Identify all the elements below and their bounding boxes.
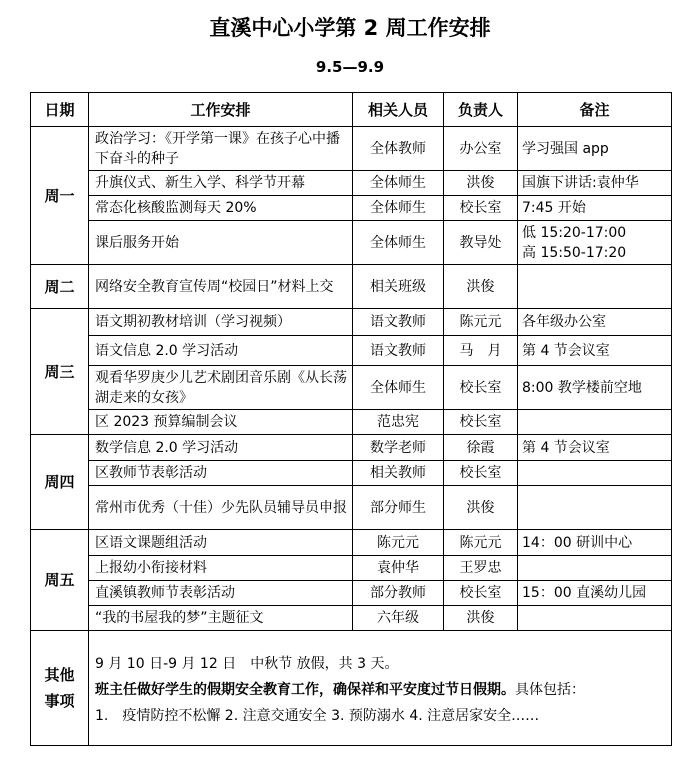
people-cell: 袁仲华 [353,556,444,581]
note-cell [518,606,672,631]
task-cell: 区教师节表彰活动 [89,461,353,486]
table-row [31,530,672,556]
page-title: 直溪中心小学第 2 周工作安排 [209,16,491,40]
task-cell: 区语文课题组活动 [89,530,353,556]
other-matters-cell [89,631,672,746]
owner-cell: 校长室 [444,366,518,410]
task-cell: 观看华罗庚少儿艺术剧团音乐剧《从长荡湖走来的女孩》 [89,366,353,410]
note-cell: 第 4 节会议室 [518,336,672,366]
owner-cell: 陈元元 [444,530,518,556]
people-cell: 全体师生 [353,366,444,410]
owner-cell: 洪俊 [444,265,518,309]
task-cell: 网络安全教育宣传周“校园日”材料上交 [89,265,353,309]
day-monday: 周一 [31,127,89,265]
header-task: 工作安排 [89,93,353,127]
table-row [31,606,672,631]
note-line: 低 15:20-17:00 [522,224,627,241]
task-cell: 课后服务开始 [89,221,353,265]
owner-cell: 教导处 [444,221,518,265]
date-range: 9.5—9.9 [315,58,385,76]
table-row [31,127,672,171]
owner-cell: 校长室 [444,581,518,606]
other-line-safety [95,679,665,701]
task-cell: 数学信息 2.0 学习活动 [89,435,353,461]
schedule-table [30,92,672,746]
people-cell: 相关教师 [353,461,444,486]
table-row [31,486,672,530]
task-cell: 升旗仪式、新生入学、科学节开幕 [89,171,353,196]
header-owner: 负责人 [444,93,518,127]
other-line-items: 1. 疫情防控不松懈 2. 注意交通安全 3. 预防溺水 4. 注意居家安全…… [95,708,540,724]
owner-cell: 洪俊 [444,171,518,196]
other-label: 其他事项 [44,666,75,710]
table-header-row [31,93,672,127]
owner-cell: 洪俊 [444,486,518,530]
header-note: 备注 [518,93,672,127]
note-line: 高 15:50-17:20 [522,244,627,261]
task-cell: 直溪镇教师节表彰活动 [89,581,353,606]
other-line-holiday: 9 月 10 日-9 月 12 日 中秋节 放假，共 3 天。 [95,656,399,672]
day-tuesday: 周二 [31,265,89,309]
owner-cell: 办公室 [444,127,518,171]
task-cell: 常州市优秀（十佳）少先队员辅导员申报 [89,486,353,530]
note-cell [518,461,672,486]
note-cell: 学习强国 app [518,127,672,171]
people-cell: 部分师生 [353,486,444,530]
people-cell: 数学老师 [353,435,444,461]
day-other [31,631,89,746]
people-cell: 语文教师 [353,309,444,336]
header-people: 相关人员 [353,93,444,127]
task-cell: 区 2023 预算编制会议 [89,410,353,435]
owner-cell: 校长室 [444,196,518,221]
task-cell: 语文期初教材培训（学习视频） [89,309,353,336]
note-cell: 7:45 开始 [518,196,672,221]
note-cell: 8:00 教学楼前空地 [518,366,672,410]
note-cell: 第 4 节会议室 [518,435,672,461]
task-cell: “我的书屋我的梦”主题征文 [89,606,353,631]
owner-cell: 徐霞 [444,435,518,461]
owner-cell: 王罗忠 [444,556,518,581]
note-cell: 各年级办公室 [518,309,672,336]
people-cell: 全体师生 [353,171,444,196]
other-matters-row [31,631,672,746]
note-cell [518,221,672,265]
people-cell: 语文教师 [353,336,444,366]
owner-cell: 马 月 [444,336,518,366]
table-row [31,196,672,221]
day-wednesday: 周三 [31,309,89,435]
people-cell: 全体师生 [353,196,444,221]
task-cell: 语文信息 2.0 学习活动 [89,336,353,366]
note-cell [518,486,672,530]
day-thursday: 周四 [31,435,89,530]
owner-cell: 洪俊 [444,606,518,631]
people-cell: 全体教师 [353,127,444,171]
table-row [31,221,672,265]
table-row [31,366,672,410]
table-row [31,410,672,435]
people-cell: 相关班级 [353,265,444,309]
task-cell: 上报幼小衔接材料 [89,556,353,581]
note-cell: 国旗下讲话:袁仲华 [518,171,672,196]
note-cell [518,265,672,309]
people-cell: 陈元元 [353,530,444,556]
table-row [31,461,672,486]
note-cell [518,410,672,435]
table-row [31,556,672,581]
table-row [31,265,672,309]
other-safety-bold: 班主任做好学生的假期安全教育工作，确保祥和平安度过节日假期。 [95,682,515,698]
task-cell: 政治学习：《开学第一课》在孩子心中播下奋斗的种子 [89,127,353,171]
note-cell [518,556,672,581]
note-cell: 15：00 直溪幼儿园 [518,581,672,606]
table-row [31,581,672,606]
table-row [31,336,672,366]
table-row [31,309,672,336]
table-row [31,435,672,461]
people-cell: 范忠宪 [353,410,444,435]
owner-cell: 陈元元 [444,309,518,336]
task-cell: 常态化核酸监测每天 20% [89,196,353,221]
header-date: 日期 [31,93,89,127]
owner-cell: 校长室 [444,461,518,486]
people-cell: 部分教师 [353,581,444,606]
people-cell: 全体师生 [353,221,444,265]
note-cell: 14：00 研训中心 [518,530,672,556]
day-friday: 周五 [31,530,89,631]
table-row [31,171,672,196]
owner-cell: 校长室 [444,410,518,435]
other-safety-tail: 具体包括： [515,682,585,698]
people-cell: 六年级 [353,606,444,631]
